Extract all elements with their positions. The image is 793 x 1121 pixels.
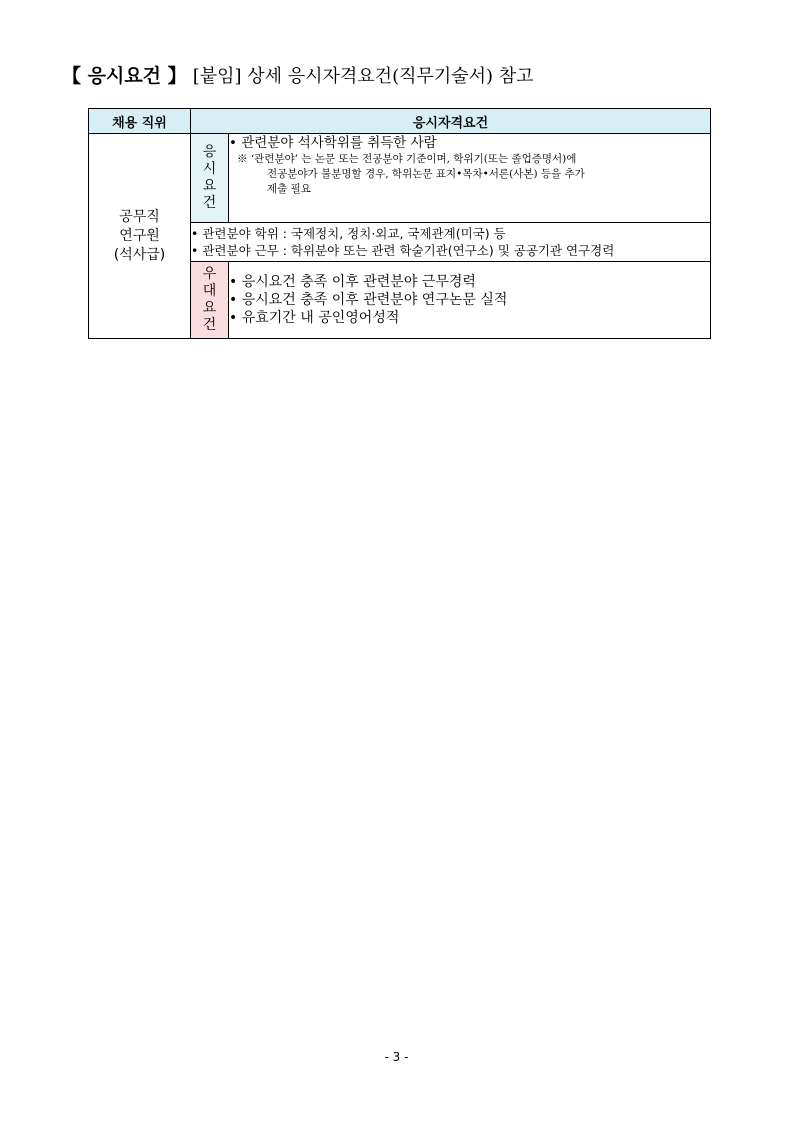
table-row-requirement [89,134,711,223]
field-work: • 관련분야 근무 : 학위분야 또는 관련 학술기관(연구소) 및 공공기관 연구경력 [191,243,615,258]
requirement-main: • 관련분야 석사학위를 취득한 사람 [229,135,437,151]
list-item: • 유효기간 내 공인영어성적 [229,310,400,326]
section-heading [62,62,534,91]
requirements-table [88,108,711,339]
position-line: (석사급) [113,246,166,263]
header-requirements: 응시자격요건 [191,109,711,134]
table-header-row [89,109,711,134]
list-item: • 응시요건 충족 이후 관련분야 근무경력 [229,274,476,290]
position-cell [89,134,191,339]
requirement-content [229,134,711,223]
preferred-label: 우 대 요 건 [191,262,229,339]
preferred-content [229,262,711,339]
heading-title: 【 응시요건 】 [62,65,187,87]
header-position: 채용 직위 [89,109,191,134]
requirement-label: 응 시 요 건 [191,134,229,223]
requirement-note: ※ ‘관련분야’ 는 논문 또는 전공분야 기준이며, 학위기(또는 졸업증명서)에 전공분야가 불분명할 경우, 학위논문 표지•목차•서론(사본) 등을 추가 제출 필요 [237,153,585,195]
list-item: • 응시요건 충족 이후 관련분야 연구논문 실적 [229,292,508,308]
page-number: - 3 - [384,1050,409,1064]
position-line: 연구원 [119,227,160,244]
heading-subtitle: [붙임] 상세 응시자격요건(직무기술서) 참고 [192,66,534,87]
fields-cell [191,223,711,262]
field-degree: • 관련분야 학위 : 국제정치, 정치·외교, 국제관계(미국) 등 [191,226,506,241]
position-line: 공무직 [119,208,160,225]
